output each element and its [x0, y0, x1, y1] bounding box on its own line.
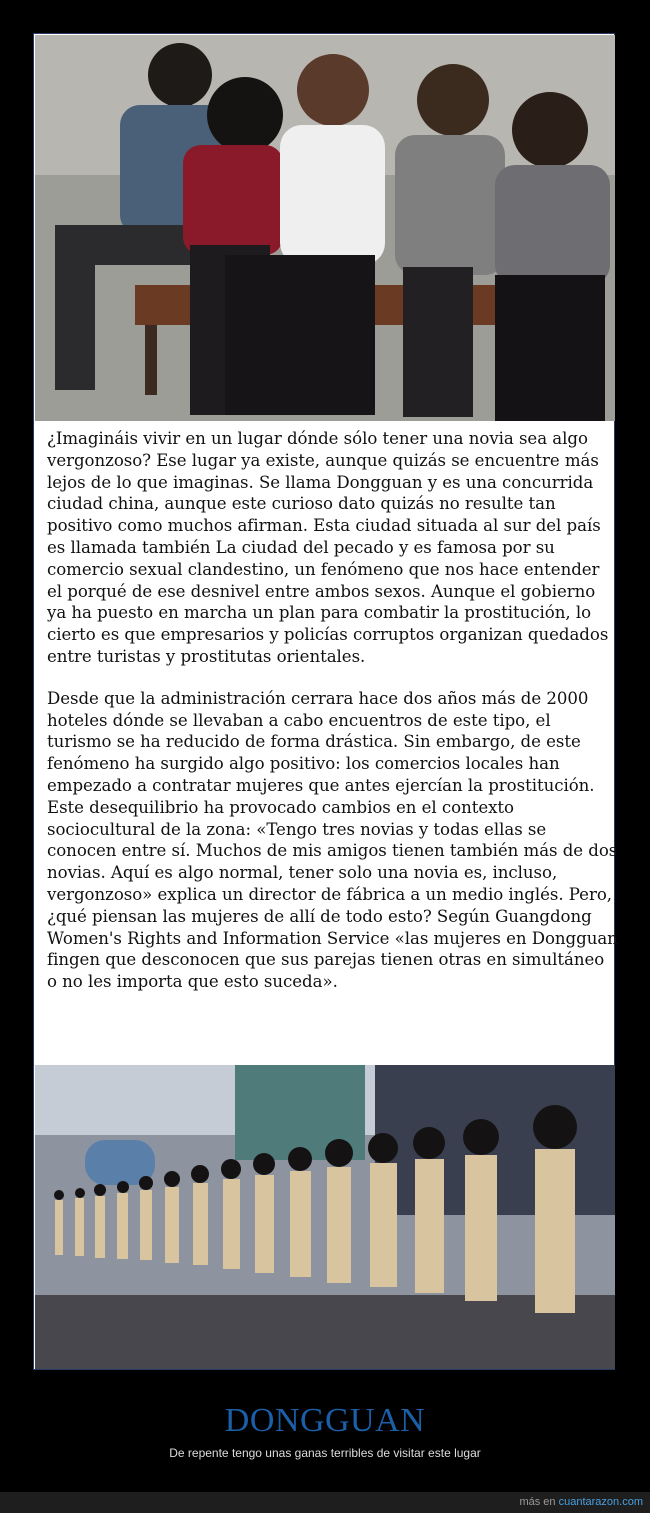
footer-prefix: más en [519, 1496, 559, 1508]
photo-women-in-line [35, 1065, 615, 1369]
article-body [47, 428, 619, 1013]
cuantarazon-link[interactable]: cuantarazon.com [558, 1496, 643, 1508]
article-paragraph-1: ¿Imagináis vivir en un lugar dónde sólo tener una novia sea algo vergonzoso? Ese lugar ya existe, aunque quizás se encuentre más lejos de lo que imaginas. Se llama Dongguan y es una concurrida ciudad china, aunque este curioso dato quizás no resulte tan positivo como muchos afirman. Esta ciudad situada al sur del país es llamada también La ciudad del pecado y es famosa por su comercio sexual clandestino, un fenómeno que nos hace entender el porqué de ese desnivel entre ambos sexos. Aunque el gobierno ya ha puesto en marcha un plan para combatir la prostitución, lo cierto es que empresarios y policías corruptos organizan quedados entre turistas y prostitutas orientales. [47, 429, 609, 666]
footer-bar [0, 1492, 650, 1513]
post-frame [33, 33, 618, 1370]
article-paragraph-2: Desde que la administración cerrara hace dos años más de 2000 hoteles dónde se llevaban a cabo encuentros de este tipo, el turismo se ha reducido de forma drástica. Sin embargo, de este fenómeno ha surgido algo positivo: los comercios locales han empezado a contratar mujeres que antes ejercían la prostitución. Este desequilibrio ha provocado cambios en el contexto sociocultural de la zona: «Tengo tres novias y todas ellas se conocen entre sí. Muchos de mis amigos tienen también más de dos novias. Aquí es algo normal, tener solo una novia es, incluso, vergonzoso» explica un director de fábrica a un medio inglés. Pero, ¿qué piensan las mujeres de allí de todo esto? Según Guangdong Women's Rights and Information Service «las mujeres en Dongguan fingen que desconocen que sus parejas tienen otras en simultáneo o no les importa que esto suceda». [47, 688, 618, 992]
post-subtitle: De repente tengo unas ganas terribles de visitar este lugar [169, 1446, 481, 1460]
post-title: DONGGUAN [224, 1402, 426, 1439]
footer-text [519, 1496, 643, 1508]
photo-girls-on-bench [35, 35, 615, 421]
